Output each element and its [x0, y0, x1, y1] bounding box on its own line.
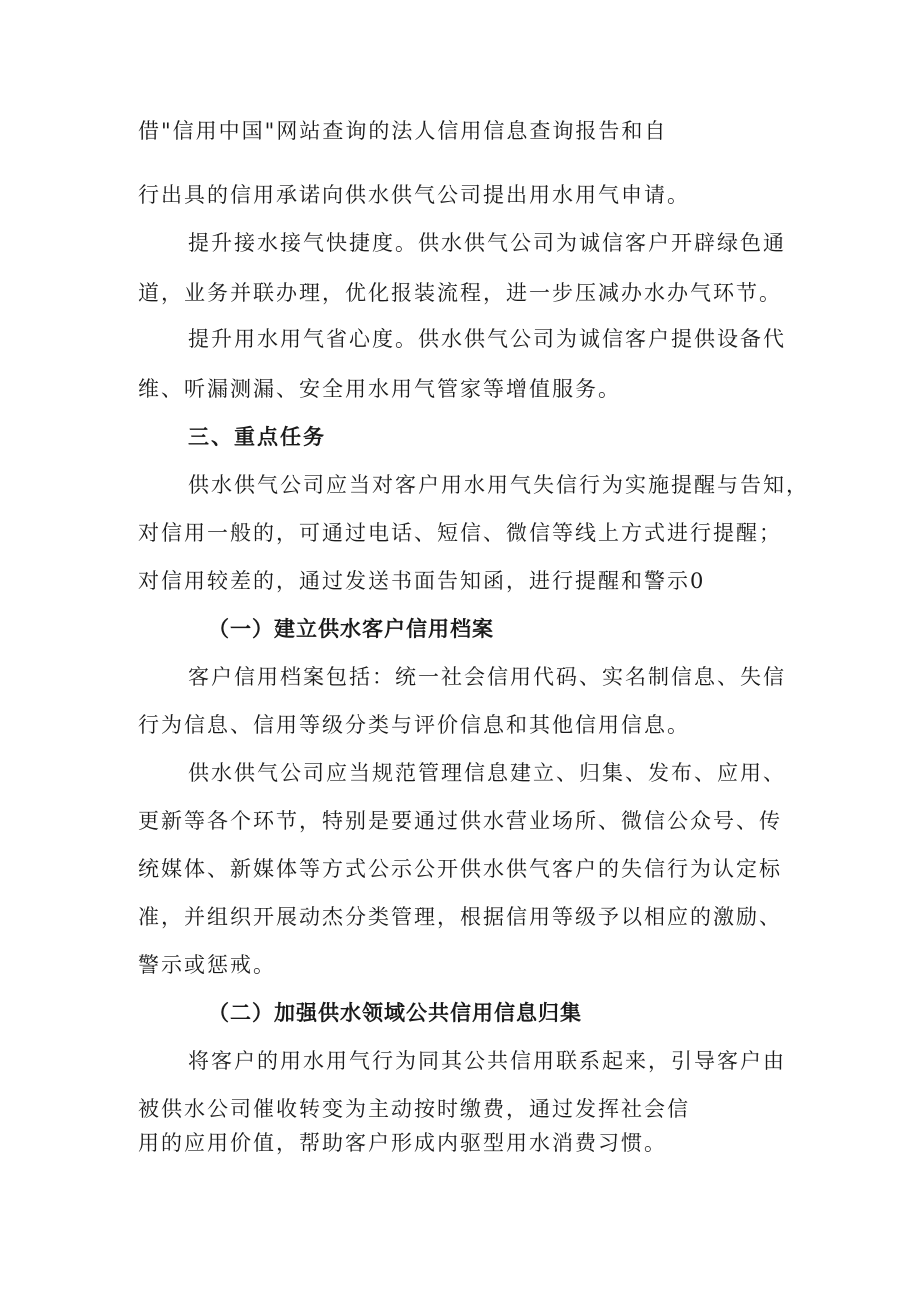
- paragraph-line: 警示或惩戒。: [138, 953, 276, 977]
- paragraph-line: 维、听漏测漏、安全用水用气管家等增值服务。: [138, 377, 621, 401]
- paragraph-line: 供水供气公司应当规范管理信息建立、归集、发布、应用、: [188, 761, 786, 785]
- section-heading: 三、重点任务: [188, 425, 326, 449]
- paragraph-line: 用的应用价值，帮助客户形成内驱型用水消费习惯。: [138, 1131, 667, 1155]
- subsection-heading: （一）建立供水客户信用档案: [208, 617, 494, 641]
- paragraph-line: 对信用一般的，可通过电话、短信、微信等线上方式进行提醒；: [138, 521, 782, 545]
- paragraph-line: 将客户的用水用气行为同其公共信用联系起来，引导客户由: [188, 1049, 786, 1073]
- paragraph-line: 准，并组织开展动杰分类管理，根据信用等级予以相应的激励、: [138, 905, 782, 929]
- paragraph-line: 统媒体、新媒体等方式公示公开供水供气客户的失信行为认定标: [138, 857, 782, 881]
- paragraph-line: 供水供气公司应当对客户用水用气失信行为实施提醒与告知，: [188, 473, 809, 497]
- paragraph-line: 对信用较差的，通过发送书面告知函，进行提醒和警示0: [138, 569, 706, 593]
- paragraph-line: 被供水公司催收转变为主动按时缴费，通过发挥社会信: [138, 1097, 690, 1121]
- paragraph-line: 行出具的信用承诺向供水供气公司提出用水用气申请。: [138, 183, 690, 207]
- paragraph-line: 行为信息、信用等级分类与评价信息和其他信用信息。: [138, 713, 690, 737]
- paragraph-line: 提升接水接气快捷度。供水供气公司为诚信客户开辟绿色通: [188, 231, 786, 255]
- subsection-heading: （二）加强供水领域公共信用信息归集: [208, 1001, 582, 1025]
- paragraph-line: 客户信用档案包括：统一社会信用代码、实名制信息、失信: [188, 665, 786, 689]
- paragraph-line: 道，业务并联办理，优化报装流程，进一步压减办水办气环节。: [138, 281, 782, 305]
- paragraph-line: 更新等各个环节，特别是要通过供水营业场所、微信公众号、传: [138, 809, 782, 833]
- paragraph-line: 提升用水用气省心度。供水供气公司为诚信客户提供设备代: [188, 327, 786, 351]
- paragraph-line: 借"信用中国"网站查询的法人信用信息查询报告和自: [138, 119, 668, 143]
